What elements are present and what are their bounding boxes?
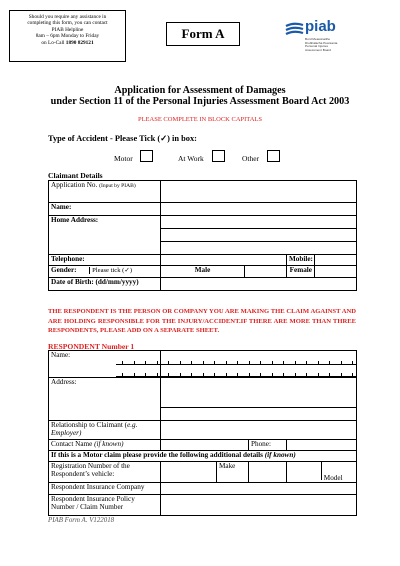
name-char-tick: [145, 361, 146, 365]
name-char-tick: [249, 361, 250, 365]
female-checkbox[interactable]: [315, 266, 357, 278]
name-char-tick: [122, 373, 123, 377]
name-char-tick: [318, 361, 319, 365]
name-char-tick: [226, 373, 227, 377]
model-label: Model: [323, 474, 343, 482]
telephone-field[interactable]: [161, 255, 287, 266]
relationship-example-2: Employer): [51, 429, 82, 437]
name-char-tick: [341, 361, 342, 365]
help-line-4: 8am – 6pm Monday to Friday: [35, 33, 100, 40]
name-char-tick: [157, 361, 158, 365]
name-char-tick: [122, 361, 123, 365]
male-label: Male: [161, 266, 245, 278]
name-char-tick: [295, 373, 296, 377]
name-char-tick: [352, 373, 353, 377]
name-char-tick: [237, 361, 238, 365]
application-no-label: Application No.: [51, 181, 98, 189]
name-char-guide-2: [116, 376, 356, 377]
help-line-5: [12, 40, 123, 46]
motor-claim-heading-cell: [49, 451, 357, 462]
option-at-work-label: At Work: [178, 154, 204, 163]
logo-word: piab: [305, 18, 336, 35]
name-char-tick: [306, 373, 307, 377]
help-line-2: completing this form, you can contact: [27, 20, 108, 27]
name-char-tick: [203, 373, 204, 377]
application-no-note: (Input by PIAB): [99, 183, 136, 189]
registration-label-2: Respondent’s vehicle:: [51, 470, 115, 478]
help-line-3: PIAB Helpline: [51, 26, 84, 33]
logo-sub-2: Díobhálacha Pearsanta: [305, 40, 338, 45]
home-address-field-2[interactable]: [161, 229, 357, 242]
policy-field[interactable]: [161, 495, 357, 516]
page-title-line-2: under Section 11 of the Personal Injuries Assessment Board Act 2003: [50, 96, 350, 107]
gender-tick-instruction: Please tick (✓): [89, 267, 132, 274]
policy-label: [49, 495, 161, 516]
motor-claim-heading: If this is a Motor claim please provide the following additional details: [51, 451, 263, 459]
respondent-heading: RESPONDENT Number 1: [48, 342, 135, 351]
home-address-label: Home Address:: [49, 216, 161, 255]
dob-field[interactable]: [161, 278, 357, 291]
motor-checkbox[interactable]: [140, 150, 153, 162]
phone-label: Phone:: [249, 440, 287, 451]
logo-sub-3: Personal Injuries: [305, 44, 329, 49]
other-checkbox[interactable]: [267, 150, 280, 162]
name-char-tick: [295, 361, 296, 365]
name-char-tick: [237, 373, 238, 377]
name-char-tick: [203, 361, 204, 365]
respondent-address-label: Address:: [49, 378, 161, 421]
piab-logo-mark-icon: [285, 22, 304, 38]
insurance-company-field[interactable]: [161, 483, 357, 495]
policy-label-1: Respondent Insurance Policy: [51, 495, 135, 503]
name-char-tick: [168, 373, 169, 377]
name-char-tick: [329, 361, 330, 365]
block-capitals-note: PLEASE COMPLETE IN BLOCK CAPITALS: [137, 116, 263, 123]
name-char-tick: [260, 361, 261, 365]
name-char-tick: [180, 373, 181, 377]
name-char-tick: [283, 373, 284, 377]
name-char-tick: [145, 373, 146, 377]
name-char-tick: [226, 361, 227, 365]
contact-name-note: (if known): [94, 440, 124, 448]
dob-label: Date of Birth: (dd/mm/yyyy): [49, 278, 161, 291]
claimant-heading: Claimant Details: [48, 171, 103, 180]
helpline-box: [9, 10, 126, 62]
help-lo-call-prefix: on Lo-Call: [41, 39, 66, 46]
application-no-field[interactable]: [161, 181, 357, 203]
name-char-tick: [134, 361, 135, 365]
relationship-example: e.g.: [127, 421, 138, 429]
claimant-table: [48, 180, 357, 291]
name-char-tick: [134, 373, 135, 377]
name-char-tick: [272, 361, 273, 365]
gender-label: Gender:: [51, 266, 77, 274]
name-char-tick: [272, 373, 273, 377]
relationship-label: [49, 421, 161, 440]
insurance-company-label: Respondent Insurance Company: [49, 483, 161, 495]
form-label: Form A: [166, 22, 240, 46]
name-char-tick: [318, 373, 319, 377]
relationship-field[interactable]: [161, 421, 357, 440]
logo-sub-1: Bord Measúnaithe: [305, 37, 331, 41]
male-checkbox[interactable]: [245, 266, 287, 278]
name-char-tick: [329, 373, 330, 377]
page-title-line-1: Application for Assessment of Damages: [114, 85, 286, 96]
make-field[interactable]: [249, 462, 287, 483]
name-char-tick: [249, 373, 250, 377]
name-label: Name:: [49, 203, 161, 216]
contact-name-label: Contact Name: [51, 440, 93, 448]
respondent-address-field-1[interactable]: [161, 378, 357, 408]
option-motor-label: Motor: [114, 154, 133, 163]
piab-logo: [285, 20, 365, 70]
option-other-label: Other: [242, 154, 260, 163]
home-address-field-1[interactable]: [161, 216, 357, 229]
mobile-label: Mobile:: [287, 255, 315, 266]
make-label: Make: [217, 462, 249, 483]
name-char-tick: [191, 373, 192, 377]
help-line-1: Should you require any assistance in: [28, 14, 107, 20]
motor-claim-heading-note: (if known): [264, 451, 296, 459]
name-char-tick: [168, 361, 169, 365]
gender-cell: [49, 266, 161, 278]
name-field[interactable]: [161, 203, 357, 216]
name-char-tick: [214, 361, 215, 365]
registration-label: [49, 462, 161, 483]
name-char-guide-1: [116, 364, 356, 365]
name-char-tick: [283, 361, 284, 365]
logo-subtitle: [305, 38, 365, 52]
at-work-checkbox[interactable]: [212, 150, 225, 162]
relationship-label-text: Relationship to Claimant (: [51, 421, 128, 429]
name-char-tick: [191, 361, 192, 365]
mobile-field[interactable]: [315, 255, 357, 266]
home-address-field-3[interactable]: [161, 242, 357, 255]
respondent-address-field-2[interactable]: [161, 408, 357, 421]
name-char-tick: [306, 361, 307, 365]
contact-name-cell: [49, 440, 161, 451]
name-char-tick: [157, 373, 158, 377]
name-char-tick: [352, 361, 353, 365]
model-cell[interactable]: [287, 462, 357, 483]
telephone-label: Telephone:: [49, 255, 161, 266]
name-char-tick: [260, 373, 261, 377]
registration-field[interactable]: [161, 462, 217, 483]
name-char-tick: [341, 373, 342, 377]
female-label: Female: [287, 266, 315, 278]
registration-label-1: Registration Number of the: [51, 462, 130, 470]
application-no-cell: [49, 181, 161, 203]
form-version-footer: PIAB Form A. V122018: [48, 517, 115, 524]
policy-label-2: Number / Claim Number: [51, 503, 124, 511]
respondent-note: THE RESPONDENT IS THE PERSON OR COMPANY YOU ARE MAKING THE CLAIM AGAINST AND ARE HOLDING RESPONSIBLE FOR THE INJURY/ACCIDENT.IF THERE ARE MORE THAN THREE RESPONDENTS, PLEASE ADD ON A SEPARATE SHEET.: [48, 308, 356, 335]
name-char-tick: [214, 373, 215, 377]
help-phone-number: 1890 829121: [65, 39, 94, 46]
phone-field[interactable]: [287, 440, 357, 451]
respondent-name-label: Name:: [49, 351, 161, 378]
contact-name-field[interactable]: [161, 440, 249, 451]
logo-sub-4: Assessment Board: [305, 47, 331, 52]
name-char-tick: [180, 361, 181, 365]
accident-type-label: Type of Accident - Please Tick (✓) in box:: [48, 134, 197, 143]
